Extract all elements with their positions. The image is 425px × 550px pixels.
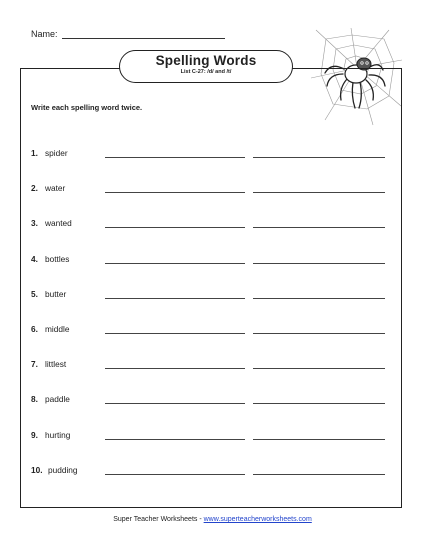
word-row [31, 394, 387, 408]
word-row [31, 254, 387, 268]
footer [0, 516, 425, 523]
write-line-1[interactable] [105, 192, 245, 193]
write-line-1[interactable] [105, 263, 245, 264]
word-number: 5. [31, 288, 38, 299]
word-number: 2. [31, 183, 38, 194]
spelling-word: bottles [45, 253, 70, 264]
write-line-1[interactable] [105, 368, 245, 369]
spelling-word: hurting [45, 429, 71, 440]
word-row [31, 183, 387, 197]
write-line-1[interactable] [105, 227, 245, 228]
word-row [31, 148, 387, 162]
name-field-row [31, 28, 225, 39]
word-number: 8. [31, 394, 38, 405]
spelling-word: butter [45, 288, 67, 299]
page-title: Spelling Words [155, 53, 257, 68]
spelling-word: littlest [45, 359, 67, 370]
word-number: 1. [31, 148, 38, 158]
write-line-2[interactable] [253, 298, 385, 299]
write-line-2[interactable] [253, 368, 385, 369]
spelling-word: wanted [45, 218, 72, 229]
title-banner [119, 50, 293, 83]
spelling-word: water [45, 183, 66, 194]
page-subtitle: List C-27: /d/ and /t/ [180, 69, 232, 75]
write-line-1[interactable] [105, 474, 245, 475]
name-input-line[interactable] [62, 28, 225, 39]
word-number: 4. [31, 253, 38, 264]
write-line-2[interactable] [253, 157, 385, 158]
word-number: 9. [31, 429, 38, 440]
write-line-1[interactable] [105, 298, 245, 299]
instructions: Write each spelling word twice. [31, 103, 143, 112]
spelling-word: middle [45, 324, 70, 334]
spelling-word: paddle [45, 394, 70, 405]
word-number: 10. [31, 464, 43, 475]
write-line-2[interactable] [253, 263, 385, 264]
write-line-2[interactable] [253, 403, 385, 404]
word-row [31, 430, 387, 444]
write-line-2[interactable] [253, 333, 385, 334]
spelling-word: pudding [48, 464, 78, 475]
word-row [31, 359, 387, 373]
word-number: 6. [31, 324, 38, 334]
write-line-2[interactable] [253, 227, 385, 228]
word-row [31, 465, 387, 479]
write-line-1[interactable] [105, 403, 245, 404]
word-row [31, 218, 387, 232]
write-line-1[interactable] [105, 439, 245, 440]
spelling-word: spider [45, 148, 68, 158]
word-number: 7. [31, 359, 38, 370]
write-line-2[interactable] [253, 474, 385, 475]
word-row [31, 324, 387, 338]
write-line-1[interactable] [105, 157, 245, 158]
footer-link[interactable]: www.superteacherworksheets.com [203, 516, 312, 523]
write-line-2[interactable] [253, 192, 385, 193]
write-line-1[interactable] [105, 333, 245, 334]
write-line-2[interactable] [253, 439, 385, 440]
name-label: Name: [31, 29, 58, 39]
footer-text: Super Teacher Worksheets - [113, 516, 204, 523]
word-number: 3. [31, 218, 38, 229]
word-row [31, 289, 387, 303]
